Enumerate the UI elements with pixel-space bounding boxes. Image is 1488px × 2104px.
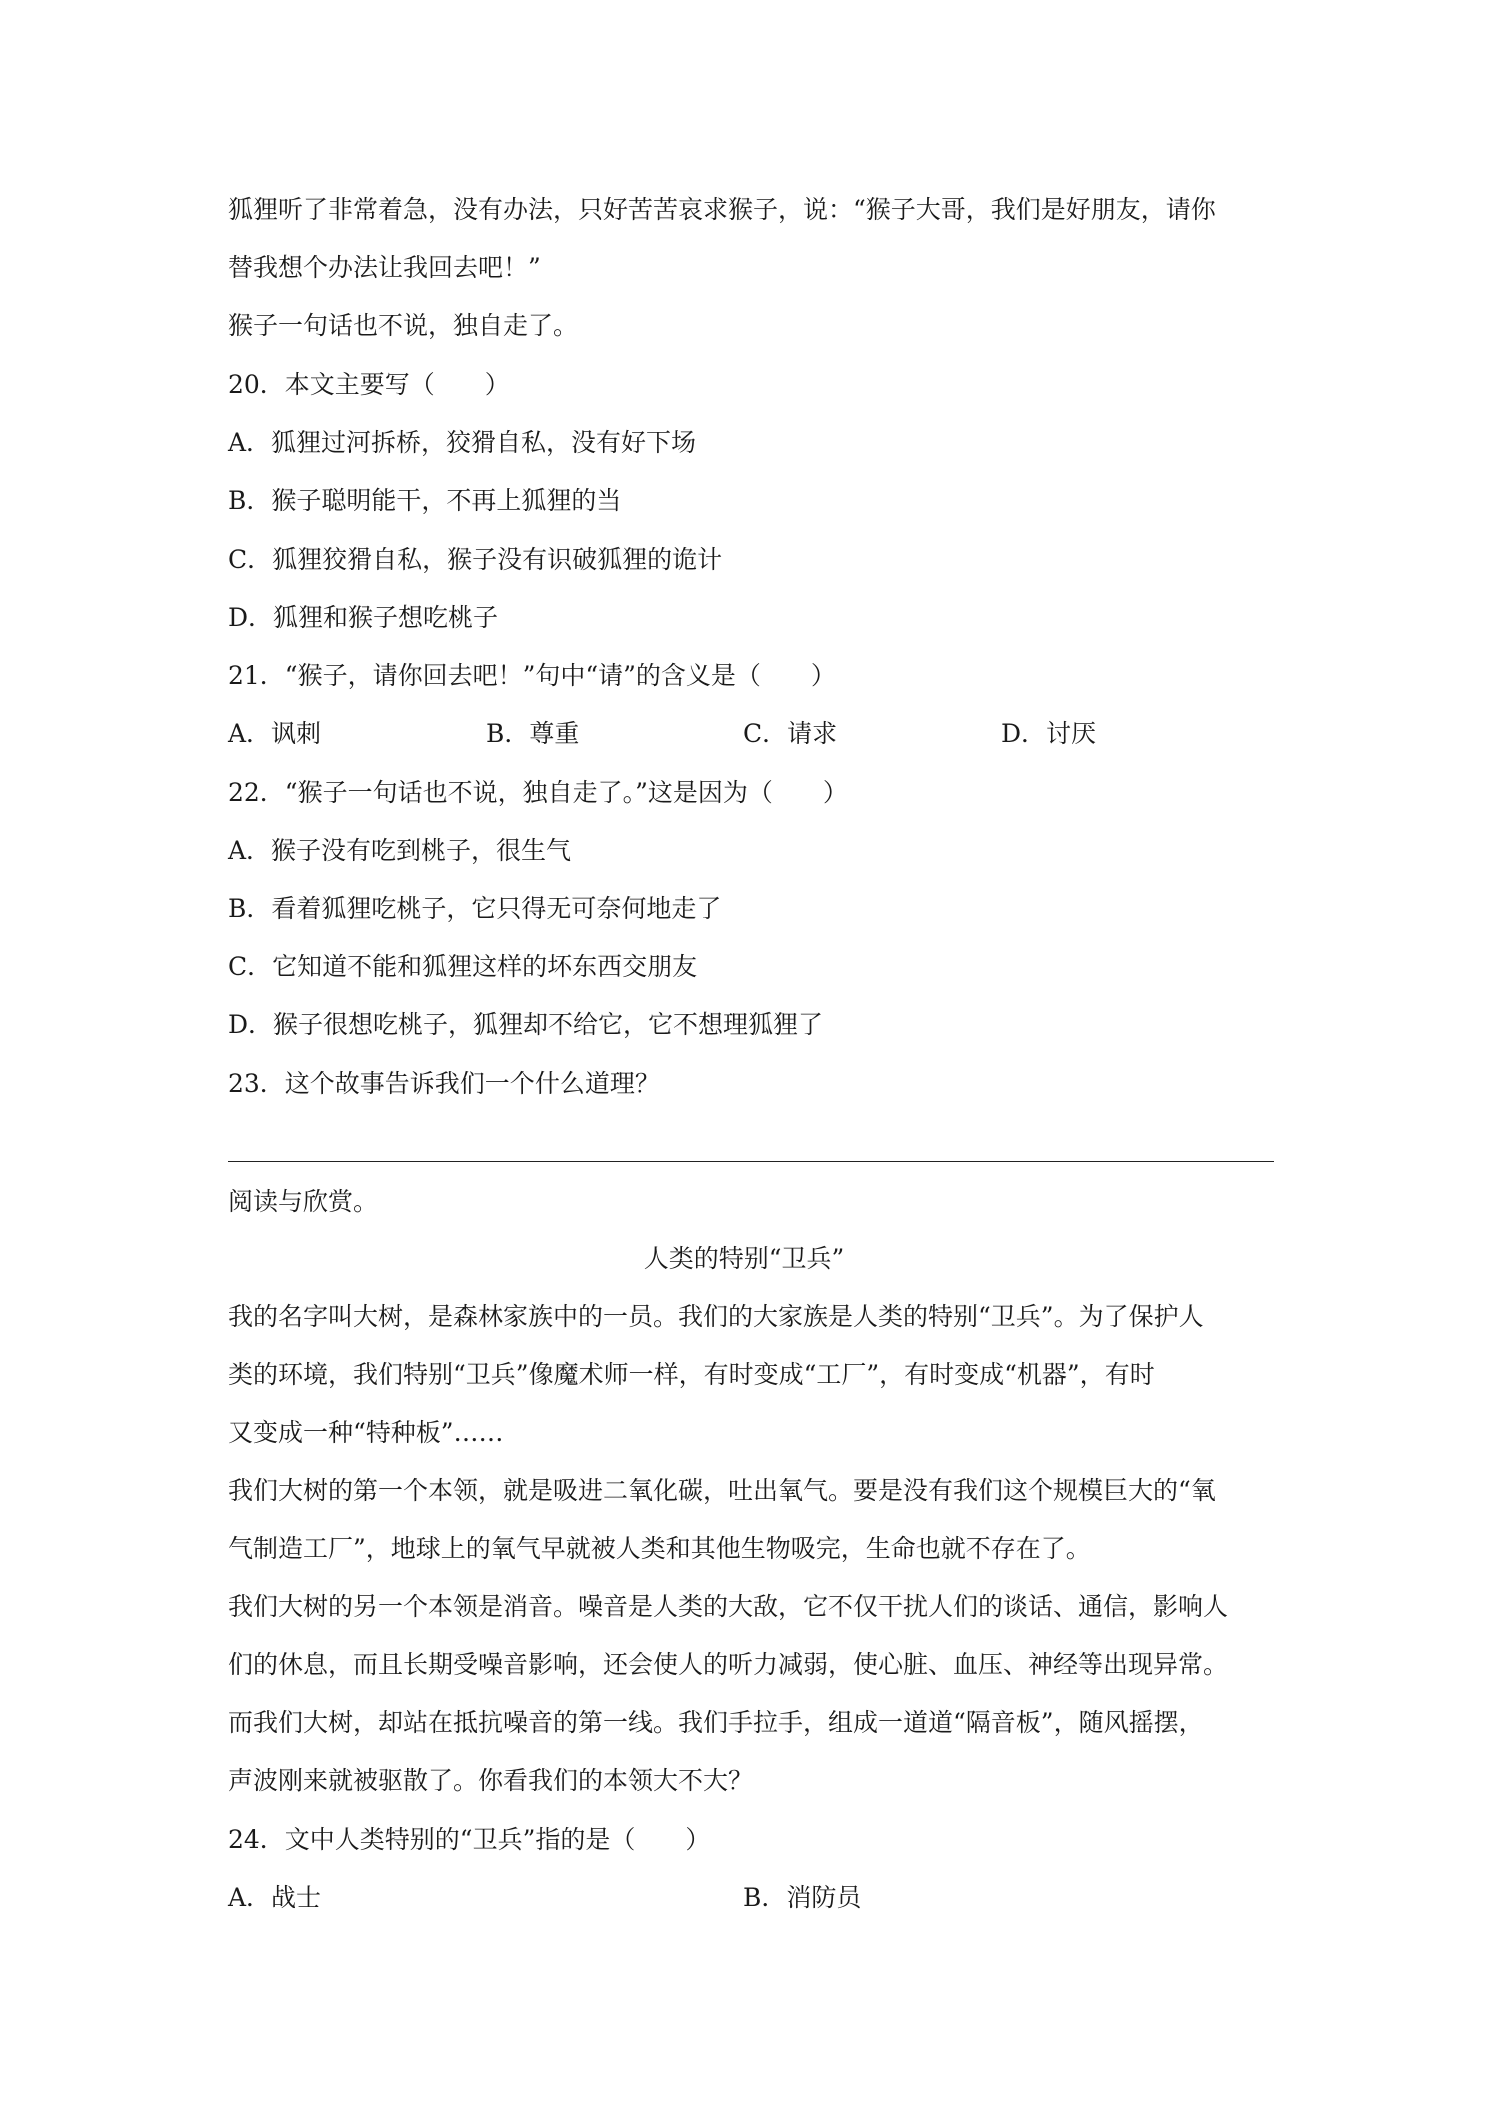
question-23-stem: 23．这个故事告诉我们一个什么道理？ — [228, 1069, 660, 1098]
passage-line: 我们大树的第一个本领，就是吸进二氧化碳，吐出氧气。要是没有我们这个规模巨大的“氧 — [228, 1476, 1216, 1505]
answer-line — [228, 1161, 1274, 1162]
q22-option-c: C．它知道不能和狐狸这样的坏东西交朋友 — [228, 952, 698, 981]
q20-option-c: C．狐狸狡猾自私，猴子没有识破狐狸的诡计 — [228, 545, 723, 574]
question-24-stem: 24．文中人类特别的“卫兵”指的是（ ） — [228, 1825, 711, 1854]
q21-option-d: D．讨厌 — [1001, 719, 1097, 748]
q21-option-b: B．尊重 — [486, 719, 580, 748]
question-20-stem: 20．本文主要写（ ） — [228, 370, 510, 399]
q24-option-a: A．战士 — [228, 1883, 322, 1912]
question-21-stem: 21．“猴子，请你回去吧！”句中“请”的含义是（ ） — [228, 661, 836, 690]
q21-option-c: C．请求 — [743, 719, 838, 748]
passage-line: 类的环境，我们特别“卫兵”像魔术师一样，有时变成“工厂”，有时变成“机器”，有时 — [228, 1360, 1155, 1389]
q20-option-b: B．猴子聪明能干，不再上狐狸的当 — [228, 486, 622, 515]
q20-option-d: D．狐狸和猴子想吃桃子 — [228, 603, 499, 632]
story-line: 狐狸听了非常着急，没有办法，只好苦苦哀求猴子，说：“猴子大哥，我们是好朋友，请你 — [228, 195, 1216, 224]
q20-option-a: A．狐狸过河拆桥，狡猾自私，没有好下场 — [228, 428, 697, 457]
story-line: 替我想个办法让我回去吧！” — [228, 253, 541, 282]
passage-line: 我们大树的另一个本领是消音。噪音是人类的大敌，它不仅干扰人们的谈话、通信，影响人 — [228, 1592, 1229, 1621]
q22-option-a: A．猴子没有吃到桃子，很生气 — [228, 836, 572, 865]
passage-title: 人类的特别“卫兵” — [643, 1244, 845, 1273]
section-instruction: 阅读与欣赏。 — [228, 1187, 379, 1216]
q22-option-d: D．猴子很想吃桃子，狐狸却不给它，它不想理狐狸了 — [228, 1010, 824, 1039]
question-22-stem: 22．“猴子一句话也不说，独自走了。”这是因为（ ） — [228, 778, 848, 807]
passage-line: 声波刚来就被驱散了。你看我们的本领大不大？ — [228, 1766, 754, 1795]
passage-line: 我的名字叫大树，是森林家族中的一员。我们的大家族是人类的特别“卫兵”。为了保护人 — [228, 1302, 1204, 1331]
passage-line: 们的休息，而且长期受噪音影响，还会使人的听力减弱，使心脏、血压、神经等出现异常。 — [228, 1650, 1229, 1679]
passage-line: 而我们大树，却站在抵抗噪音的第一线。我们手拉手，组成一道道“隔音板”，随风摇摆， — [228, 1708, 1204, 1737]
story-line: 猴子一句话也不说，独自走了。 — [228, 311, 579, 340]
q21-option-a: A．讽刺 — [228, 719, 322, 748]
passage-line: 气制造工厂”，地球上的氧气早就被人类和其他生物吸完，生命也就不存在了。 — [228, 1534, 1091, 1563]
passage-line: 又变成一种“特种板”…… — [228, 1418, 504, 1447]
q22-option-b: B．看着狐狸吃桃子，它只得无可奈何地走了 — [228, 894, 722, 923]
q24-option-b: B．消防员 — [743, 1883, 862, 1912]
